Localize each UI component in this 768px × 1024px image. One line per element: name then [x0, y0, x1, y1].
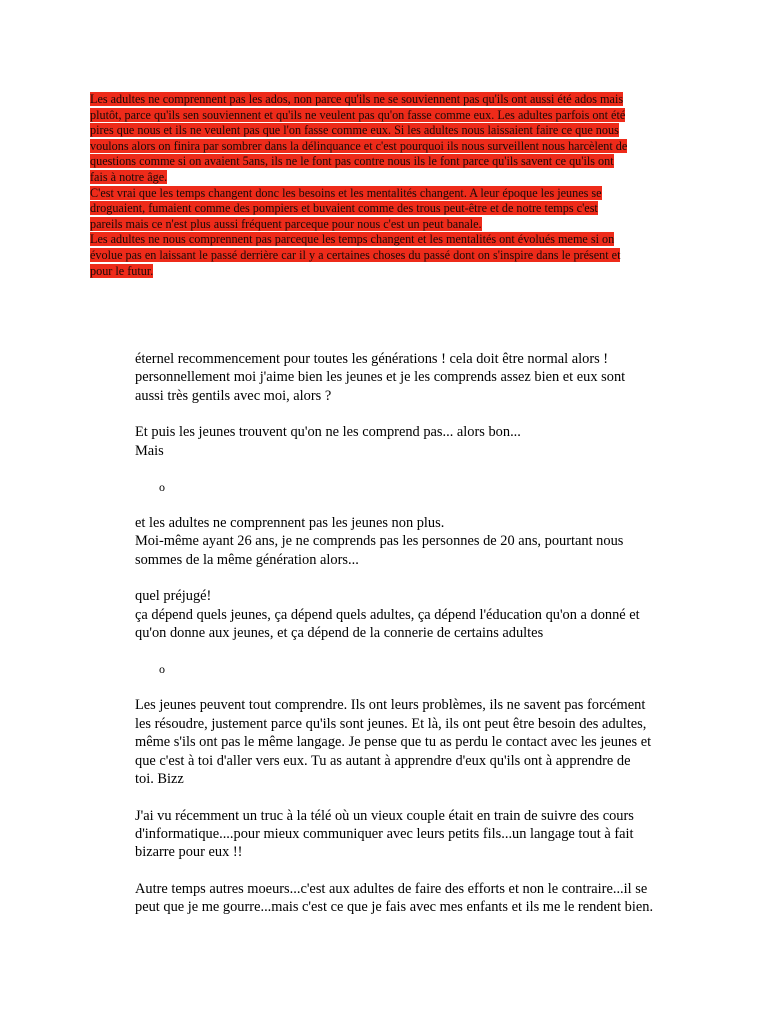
highlighted-line: Les adultes ne nous comprennent pas parceque les temps changent et les mentalités ont évolués meme si on: [90, 232, 615, 247]
paragraph: [135, 350, 675, 405]
bullet-marker: o: [159, 662, 165, 677]
highlighted-line: droguaient, fumaient comme des pompiers et buvaient comme des trous peut-être et de notre temps c'est: [90, 201, 598, 216]
text-line: Autre temps autres moeurs...c'est aux adultes de faire des efforts et non le contraire...il se: [135, 880, 648, 897]
paragraph: [135, 514, 675, 569]
text-line: et les adultes ne comprennent pas les jeunes non plus.: [135, 515, 445, 532]
text-line: aussi très gentils avec moi, alors ?: [135, 387, 332, 404]
text-line: que c'est à toi d'aller vers eux. Tu as autant à apprendre d'eux qu'ils ont à apprendre de: [135, 752, 631, 769]
paragraph: [135, 423, 675, 460]
text-line: bizarre pour eux !!: [135, 844, 243, 861]
paragraph: [135, 587, 675, 642]
text-line: toi. Bizz: [135, 771, 184, 788]
paragraph: [135, 696, 675, 788]
text-line: sommes de la même génération alors...: [135, 551, 359, 568]
highlighted-paragraph: [90, 92, 674, 279]
highlighted-line: C'est vrai que les temps changent donc les besoins et les mentalités changent. A leur époque les jeunes se: [90, 185, 602, 200]
text-line: quel préjugé!: [135, 588, 212, 605]
highlighted-line: Les adultes ne comprennent pas les ados, non parce qu'ils ne se souviennent pas qu'ils ont aussi été ados mais: [90, 92, 624, 106]
text-line: ça dépend quels jeunes, ça dépend quels adultes, ça dépend l'éducation qu'on a donné et: [135, 606, 640, 623]
text-line: qu'on donne aux jeunes, et ça dépend de la connerie de certains adultes: [135, 625, 544, 642]
text-line: personnellement moi j'aime bien les jeunes et je les comprends assez bien et eux sont: [135, 369, 626, 386]
highlighted-line: voulons alors on finira par sombrer dans la délinquance et c'est pourquoi ils nous surveillent nous harcèlent de: [90, 138, 628, 153]
highlighted-line: questions comme si on avaient 5ans, ils ne le font pas contre nous ils le font parce qu'ils savent ce qu'ils ont: [90, 154, 614, 169]
text-line: Les jeunes peuvent tout comprendre. Ils ont leurs problèmes, ils ne savent pas forcément: [135, 697, 646, 714]
text-line: J'ai vu récemment un truc à la télé où un vieux couple était en train de suivre des cours: [135, 807, 634, 824]
highlighted-line: pires que nous et ils ne veulent pas que l'on fasse comme eux. Si les adultes nous laissaient faire ce que nous: [90, 123, 619, 138]
text-line: même s'ils ont pas le même langage. Je pense que tu as perdu le contact avec les jeunes et: [135, 734, 652, 751]
highlighted-line: plutôt, parce qu'ils sen souviennent et qu'ils ne veulent pas qu'on fasse comme eux. Les adultes parfois ont été: [90, 107, 626, 122]
bullet-marker: o: [159, 480, 165, 495]
highlighted-line: pour le futur.: [90, 263, 154, 278]
highlighted-line: fais à notre âge.: [90, 169, 168, 184]
paragraph: [135, 807, 675, 862]
text-line: Mais: [135, 442, 164, 459]
text-line: éternel recommencement pour toutes les générations ! cela doit être normal alors !: [135, 351, 609, 367]
highlighted-line: pareils mais ce n'est plus aussi fréquent parceque pour nous c'est un peut banale.: [90, 216, 482, 231]
highlighted-line: évolue pas en laissant le passé derrière car il y a certaines choses du passé dont on s'inspire dans le présent et: [90, 247, 621, 262]
text-line: Et puis les jeunes trouvent qu'on ne les comprend pas... alors bon...: [135, 424, 521, 441]
text-line: d'informatique....pour mieux communiquer avec leurs petits fils...un langage tout à fait: [135, 825, 634, 842]
text-line: Moi-même ayant 26 ans, je ne comprends pas les personnes de 20 ans, pourtant nous: [135, 533, 624, 550]
comment-thread: [135, 350, 675, 917]
paragraph: [135, 880, 675, 917]
text-line: peut que je me gourre...mais c'est ce que je fais avec mes enfants et ils me le rendent bien.: [135, 899, 654, 916]
text-line: les résoudre, justement parce qu'ils sont jeunes. Et là, ils ont peut être besoin des adultes,: [135, 715, 647, 732]
